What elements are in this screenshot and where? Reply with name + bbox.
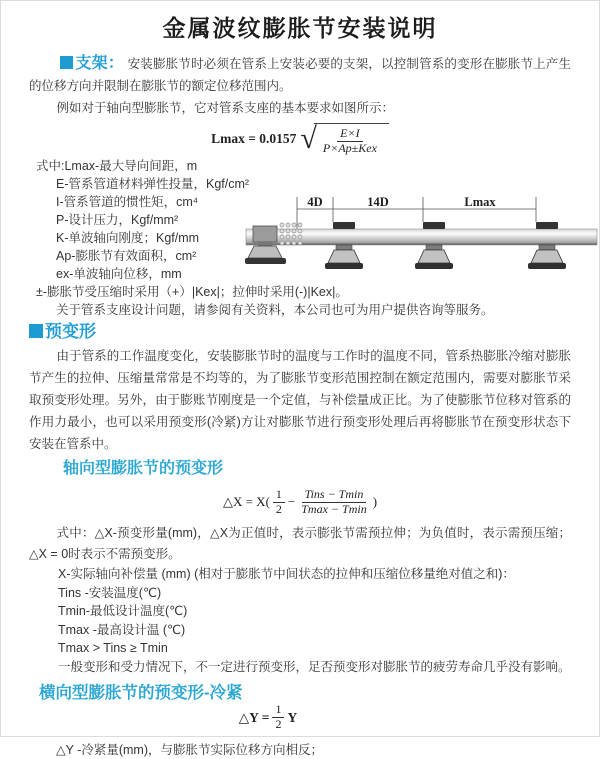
axial-predeform-formula bbox=[1, 485, 599, 519]
lmax-radicand bbox=[314, 123, 389, 156]
definition-line: I-管系管道的惯性矩，cm⁴ bbox=[56, 195, 199, 209]
section-marker-icon bbox=[29, 324, 43, 338]
pipe-support-diagram bbox=[244, 193, 599, 288]
half-denominator: 2 bbox=[275, 501, 282, 516]
temperature-fraction bbox=[298, 488, 369, 517]
temperature-denominator: Tmax − Tmin bbox=[301, 501, 367, 516]
list-line: 一般变形和受力情况下，不一定进行预变形，足否预变形对膨胀节的疲劳寿命几乎没有影响。 bbox=[58, 659, 571, 674]
lateral-formula-rhs: Y bbox=[287, 709, 298, 725]
axial-explain-paragraph: 式中：△X-预变形量(mm)，△X为正值时，表示膨张节需预拉伸；为负值时，表示需预压缩；△X = 0时表示不需预变形。 bbox=[29, 526, 571, 561]
dimension-label-lmax: Lmax bbox=[464, 195, 496, 209]
dimension-label-4d: 4D bbox=[307, 195, 323, 209]
definition-line: K-单波轴向刚度；Kgf/mm bbox=[56, 231, 200, 245]
axial-subsection-header: 轴向型膨胀节的预变形 bbox=[63, 460, 224, 477]
temperature-numerator: Tins − Tmin bbox=[302, 488, 367, 503]
lateral-formula-lhs: △Y = bbox=[238, 709, 270, 725]
minus-sign: − bbox=[287, 494, 296, 509]
support-example-line: 例如对于轴向型膨胀节，它对管系支座的基本要求如图所示： bbox=[56, 101, 395, 115]
predeform-header-text: 预变形 bbox=[45, 322, 96, 341]
list-line: Tmin-最低设计温度(℃) bbox=[58, 604, 188, 619]
definition-line: P-设计压力，Kgf/mm² bbox=[56, 213, 179, 227]
lateral-subsection-header: 横向型膨胀节的预变形-冷紧 bbox=[39, 683, 243, 702]
definition-line: 式中:Lmax-最大导向间距，m bbox=[36, 159, 198, 173]
page-title: 金属波纹膨胀节安装说明 bbox=[162, 15, 438, 41]
lateral-half-numerator: 1 bbox=[272, 703, 284, 718]
predeform-paragraph: 由于管系的工作温度变化，安装膨胀节时的温度与工作时的温度不同，管系热膨胀冷缩对膨胀节产生的拉伸、压缩量常常是不均等的，为了膨胀节变形范围控制在额定范围内，需要对膨胀节采取预变形处理。另外，由于膨账节刚度是一个定值，与补偿量成正比。为了使膨胀节位移对管系的作用力最小，也可以采用预变形(冷紧)方让对膨胀节进行预变形处理后再将膨胀节在预变形状态下安装在管系中。 bbox=[29, 349, 571, 451]
lmax-fraction-numerator: E×I bbox=[337, 127, 362, 142]
dimension-lines bbox=[297, 197, 536, 229]
support-paragraph bbox=[29, 53, 571, 97]
dimension-label-14d: 14D bbox=[367, 195, 389, 209]
axial-formula-lhs: △X = X( bbox=[222, 494, 270, 509]
lmax-fraction-denominator: P×Ap±Kex bbox=[322, 140, 377, 155]
half-fraction bbox=[273, 488, 285, 517]
lateral-half-fraction bbox=[272, 703, 284, 732]
definition-line: ±-膨胀节受压缩时采用（+）|Kex|；拉伸时采用(-)|Kex|。 bbox=[36, 285, 348, 299]
support-intro-text: 安装膨胀节时必须在管系上安装必要的支架，以控制管系的变形在膨胀节上产生的位移方向并限制在膨胀节的额定位移范围内。 bbox=[29, 57, 571, 93]
lateral-half-denominator: 2 bbox=[275, 717, 282, 732]
lateral-predeform-formula bbox=[0, 702, 567, 732]
definition-line: 关于管系支座设计问题，请参阅有关资料，本公司也可为用户提供咨询等服务。 bbox=[56, 303, 494, 317]
definition-line: E-管系管道材料弹性投量，Kgf/cm² bbox=[56, 177, 250, 191]
lmax-fraction bbox=[320, 127, 380, 156]
list-line: Tins -安装温度(℃) bbox=[58, 585, 162, 600]
lmax-formula-lhs: Lmax = 0.0157 bbox=[211, 131, 297, 146]
section-marker-icon bbox=[60, 56, 73, 69]
support-section-header: 支架： bbox=[75, 55, 124, 72]
predeform-section-header bbox=[29, 321, 599, 343]
axial-variable-list bbox=[58, 565, 599, 677]
lateral-note-line: △Y -冷紧量(mm)，与膨胀节实际位移方向相反； bbox=[56, 742, 324, 757]
sqrt-sign: √ bbox=[300, 122, 317, 155]
list-line: Tmax > Tins ≥ Tmin bbox=[58, 641, 168, 656]
list-line: X-实际轴向补偿量 (mm) (相对于膨胀节中间状态的拉伸和压缩位移量绝对值之和)： bbox=[58, 567, 515, 581]
axial-formula-rhs: ) bbox=[372, 494, 378, 509]
list-line: Tmax -最高设计温 (℃) bbox=[58, 622, 186, 637]
half-numerator: 1 bbox=[273, 488, 285, 503]
lmax-formula bbox=[1, 121, 599, 157]
definition-line: Ap-膨胀节有效面积，cm² bbox=[56, 249, 197, 263]
definition-line: ex-单波轴向位移，mm bbox=[56, 267, 182, 281]
